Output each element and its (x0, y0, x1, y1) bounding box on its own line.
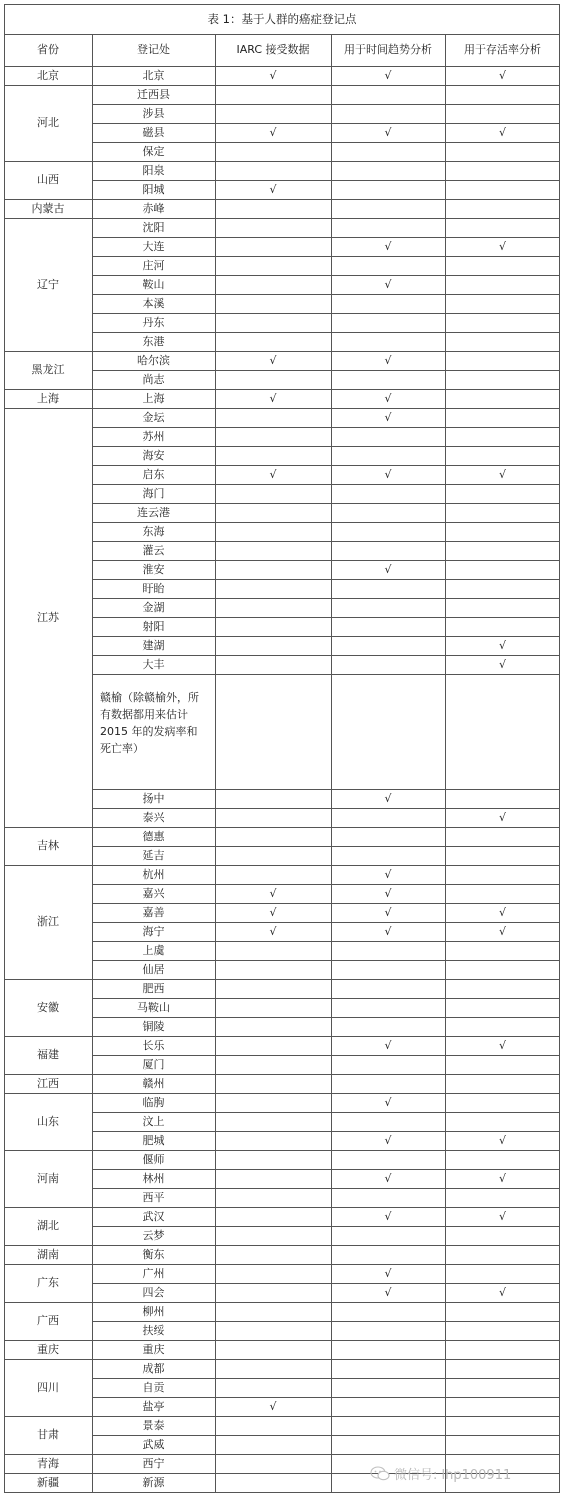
check-mark: √ (384, 1266, 392, 1280)
registry-cell: 金坛 (142, 410, 165, 424)
registry-cell: 延吉 (142, 848, 165, 862)
province-cell: 青海 (37, 1456, 59, 1470)
check-mark: √ (384, 1133, 392, 1147)
province-cell: 江苏 (37, 610, 59, 624)
check-mark: √ (269, 182, 277, 196)
registry-cell: 上虞 (142, 943, 165, 957)
check-mark: √ (269, 125, 277, 139)
check-mark: √ (384, 391, 392, 405)
check-mark: √ (498, 1209, 506, 1223)
registry-cell: 自贡 (142, 1380, 165, 1394)
registry-cell: 新源 (142, 1475, 165, 1489)
registry-cell: 淮安 (142, 562, 165, 576)
registry-cell: 武汉 (142, 1209, 165, 1223)
registry-cell: 鞍山 (142, 277, 165, 291)
registry-cell: 阳城 (142, 182, 165, 196)
check-mark: √ (269, 467, 277, 481)
check-mark: √ (384, 1038, 392, 1052)
registry-cell: 嘉兴 (142, 886, 165, 900)
grid-line-v (215, 34, 216, 1492)
watermark (370, 1462, 555, 1484)
registry-cell: 铜陵 (142, 1019, 165, 1033)
registry-cell: 西宁 (142, 1456, 165, 1470)
registry-cell: 扶绥 (142, 1323, 165, 1337)
registry-cell: 广州 (142, 1266, 165, 1280)
column-header: 省份 (37, 43, 59, 57)
check-mark: √ (384, 1095, 392, 1109)
registry-cell: 肥西 (142, 981, 165, 995)
registry-cell: 景泰 (142, 1418, 165, 1432)
registry-cell: 赣榆（除赣榆外，所有数据都用来估计 2015 年的发病率和死亡率） (100, 690, 199, 756)
province-cell: 甘肃 (37, 1428, 59, 1442)
column-header: 用于时间趋势分析 (344, 43, 432, 57)
registry-cell: 海安 (142, 448, 165, 462)
registry-cell: 尚志 (142, 372, 165, 386)
check-mark: √ (384, 1209, 392, 1223)
wechat-icon (370, 1466, 390, 1481)
check-mark: √ (384, 467, 392, 481)
registry-cell: 仙居 (142, 962, 165, 976)
check-mark: √ (498, 1285, 506, 1299)
registry-cell: 杭州 (142, 867, 165, 881)
registry-cell: 金湖 (142, 600, 165, 614)
check-mark: √ (498, 239, 506, 253)
registry-cell: 柳州 (142, 1304, 165, 1318)
registry-cell: 建湖 (142, 638, 165, 652)
check-mark: √ (269, 68, 277, 82)
registry-cell: 苏州 (142, 429, 165, 443)
registry-cell: 哈尔滨 (137, 353, 170, 367)
registry-cell: 赤峰 (142, 201, 165, 215)
registry-cell: 大丰 (142, 657, 165, 671)
registry-cell: 成都 (142, 1361, 165, 1375)
check-mark: √ (269, 886, 277, 900)
province-cell: 山东 (37, 1114, 59, 1128)
grid-line-h (4, 4, 560, 5)
registry-cell: 西平 (142, 1190, 165, 1204)
check-mark: √ (498, 638, 506, 652)
check-mark: √ (498, 657, 506, 671)
province-cell: 黑龙江 (31, 363, 65, 377)
registry-cell: 丹东 (142, 315, 165, 329)
check-mark: √ (269, 924, 277, 938)
registry-cell: 衡东 (142, 1247, 165, 1261)
check-mark: √ (384, 791, 392, 805)
registry-cell: 临朐 (142, 1095, 165, 1109)
province-cell: 辽宁 (37, 277, 59, 291)
check-mark: √ (498, 1133, 506, 1147)
check-mark: √ (384, 1171, 392, 1185)
registry-cell: 灌云 (142, 543, 165, 557)
check-mark: √ (498, 924, 506, 938)
registry-cell: 重庆 (142, 1342, 165, 1356)
province-cell: 河南 (37, 1171, 59, 1185)
column-header: 登记处 (137, 43, 170, 57)
check-mark: √ (498, 905, 506, 919)
province-cell: 四川 (37, 1380, 59, 1394)
province-cell: 湖北 (37, 1219, 59, 1233)
registry-cell: 四会 (142, 1285, 165, 1299)
registry-cell: 阳泉 (142, 163, 165, 177)
registry-cell: 偃师 (142, 1152, 165, 1166)
registry-cell: 海门 (142, 486, 165, 500)
province-cell: 山西 (37, 173, 59, 187)
registry-cell: 肥城 (142, 1133, 165, 1147)
registry-cell: 厦门 (142, 1057, 165, 1071)
registry-cell: 沈阳 (142, 220, 165, 234)
check-mark: √ (269, 1399, 277, 1413)
province-cell: 北京 (37, 68, 59, 82)
check-mark: √ (269, 353, 277, 367)
check-mark: √ (384, 239, 392, 253)
registry-cell: 扬中 (142, 791, 165, 805)
registry-cell: 武威 (142, 1437, 165, 1451)
province-cell: 江西 (37, 1076, 59, 1090)
registry-cell: 连云港 (137, 505, 170, 519)
registry-cell: 云梦 (142, 1228, 165, 1242)
registry-cell: 盐亭 (142, 1399, 165, 1413)
registry-cell: 东港 (142, 334, 165, 348)
column-header: IARC 接受数据 (236, 43, 310, 57)
province-cell: 浙江 (37, 915, 59, 929)
check-mark: √ (384, 125, 392, 139)
province-cell: 福建 (37, 1048, 59, 1062)
registry-cell: 启东 (142, 467, 165, 481)
registry-cell: 迁西县 (137, 87, 170, 101)
registry-cell: 马鞍山 (137, 1000, 170, 1014)
registry-cell: 汶上 (142, 1114, 165, 1128)
province-cell: 内蒙古 (31, 201, 65, 215)
province-cell: 安徽 (37, 1000, 59, 1014)
registry-cell: 射阳 (142, 619, 165, 633)
check-mark: √ (384, 353, 392, 367)
registry-cell: 磁县 (142, 125, 165, 139)
registry-cell: 庄河 (142, 258, 165, 272)
column-header: 用于存活率分析 (464, 43, 541, 57)
check-mark: √ (384, 886, 392, 900)
check-mark: √ (498, 1038, 506, 1052)
check-mark: √ (269, 391, 277, 405)
table-caption: 表 1：基于人群的癌症登记点 (207, 12, 357, 26)
registry-cell: 涉县 (142, 106, 165, 120)
province-cell: 河北 (37, 116, 59, 130)
check-mark: √ (384, 277, 392, 291)
grid-line-v (559, 4, 560, 1492)
registry-cell: 泰兴 (142, 810, 165, 824)
check-mark: √ (498, 125, 506, 139)
check-mark: √ (384, 410, 392, 424)
registry-cell: 德惠 (142, 829, 165, 843)
check-mark: √ (384, 867, 392, 881)
registry-cell: 林州 (142, 1171, 165, 1185)
grid-line-h (4, 1492, 560, 1493)
registry-cell: 上海 (142, 391, 165, 405)
registry-cell: 嘉善 (142, 905, 165, 919)
check-mark: √ (384, 905, 392, 919)
check-mark: √ (498, 68, 506, 82)
province-cell: 湖南 (37, 1247, 59, 1261)
check-mark: √ (498, 810, 506, 824)
check-mark: √ (498, 1171, 506, 1185)
province-cell: 重庆 (37, 1342, 59, 1356)
province-cell: 新疆 (37, 1475, 59, 1489)
check-mark: √ (384, 68, 392, 82)
check-mark: √ (498, 467, 506, 481)
registry-table (4, 4, 560, 1495)
check-mark: √ (384, 924, 392, 938)
province-cell: 上海 (37, 391, 59, 405)
province-cell: 吉林 (37, 839, 59, 853)
province-cell: 广东 (37, 1276, 59, 1290)
registry-cell: 长乐 (142, 1038, 165, 1052)
registry-cell: 保定 (142, 144, 165, 158)
registry-cell: 海宁 (142, 924, 165, 938)
registry-cell: 本溪 (142, 296, 165, 310)
check-mark: √ (384, 562, 392, 576)
registry-cell: 北京 (142, 68, 165, 82)
check-mark: √ (269, 905, 277, 919)
check-mark: √ (384, 1285, 392, 1299)
registry-cell: 赣州 (142, 1076, 165, 1090)
registry-cell: 东海 (142, 524, 165, 538)
province-cell: 广西 (37, 1314, 59, 1328)
watermark-text: 微信号: lhp100911 (394, 1467, 512, 1483)
registry-cell: 大连 (142, 239, 165, 253)
registry-cell: 盱眙 (142, 581, 165, 595)
